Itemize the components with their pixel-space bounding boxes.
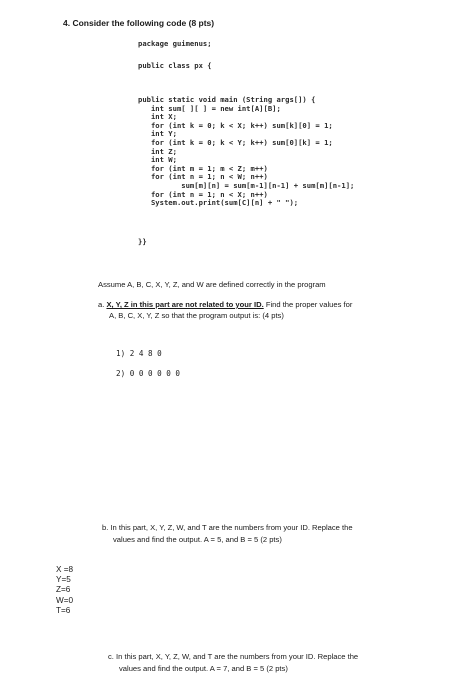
- part-a-instruction: [98, 300, 352, 309]
- part-a-instruction-line2: A, B, C, X, Y, Z so that the program output is: (4 pts): [109, 311, 284, 320]
- id-value-w: W=0: [56, 595, 74, 605]
- assume-statement: Assume A, B, C, X, Y, Z, and W are defined correctly in the program: [98, 280, 326, 289]
- code-main-method: public static void main (String args[]) { int sum[ ][ ] = new int[A][B]; int X; for (int k = 0; k < X; k++) sum[k][0] = 1; int Y; for (int k = 0; k < Y; k++) sum[0][k] = 1; int Z; int W; for (int m = 1; m < Z; m++) for (int n = 1; n < W; n++) sum[m][n] = sum[m-1][n-1] + sum[m][n-1]; for (int n = 1; n < X; n++) System.out.print(sum[C][n] + " ");: [138, 95, 355, 208]
- part-b-instruction-line2: values and find the output. A = 5, and B = 5 (2 pts): [113, 535, 282, 544]
- code-class-line: public class px {: [138, 61, 212, 70]
- expected-output-2: 2) 0 0 0 0 0 0: [116, 369, 181, 378]
- id-value-y: Y=5: [56, 575, 71, 585]
- part-a-rest: Find the proper values for: [263, 300, 353, 309]
- part-c-instruction: c. In this part, X, Y, Z, W, and T are the numbers from your ID. Replace the: [108, 652, 359, 661]
- id-value-x: X =8: [56, 565, 74, 574]
- id-value-z: Z=6: [56, 585, 71, 595]
- part-a-underlined-note: X, Y, Z in this part are not related to your ID.: [106, 300, 264, 309]
- id-values-list: [56, 565, 73, 616]
- part-c-instruction-line2: values and find the output. A = 7, and B = 5 (2 pts): [119, 664, 288, 673]
- code-package-line: package guimenus;: [138, 39, 212, 48]
- id-value-t: T=6: [56, 605, 71, 615]
- expected-output-1: 1) 2 4 8 0: [116, 349, 162, 358]
- question-title: 4. Consider the following code (8 pts): [63, 18, 215, 28]
- part-b-instruction: b. In this part, X, Y, Z, W, and T are the numbers from your ID. Replace the: [102, 523, 353, 532]
- part-a-prefix: a.: [98, 300, 107, 309]
- code-closing-braces: }}: [138, 237, 147, 246]
